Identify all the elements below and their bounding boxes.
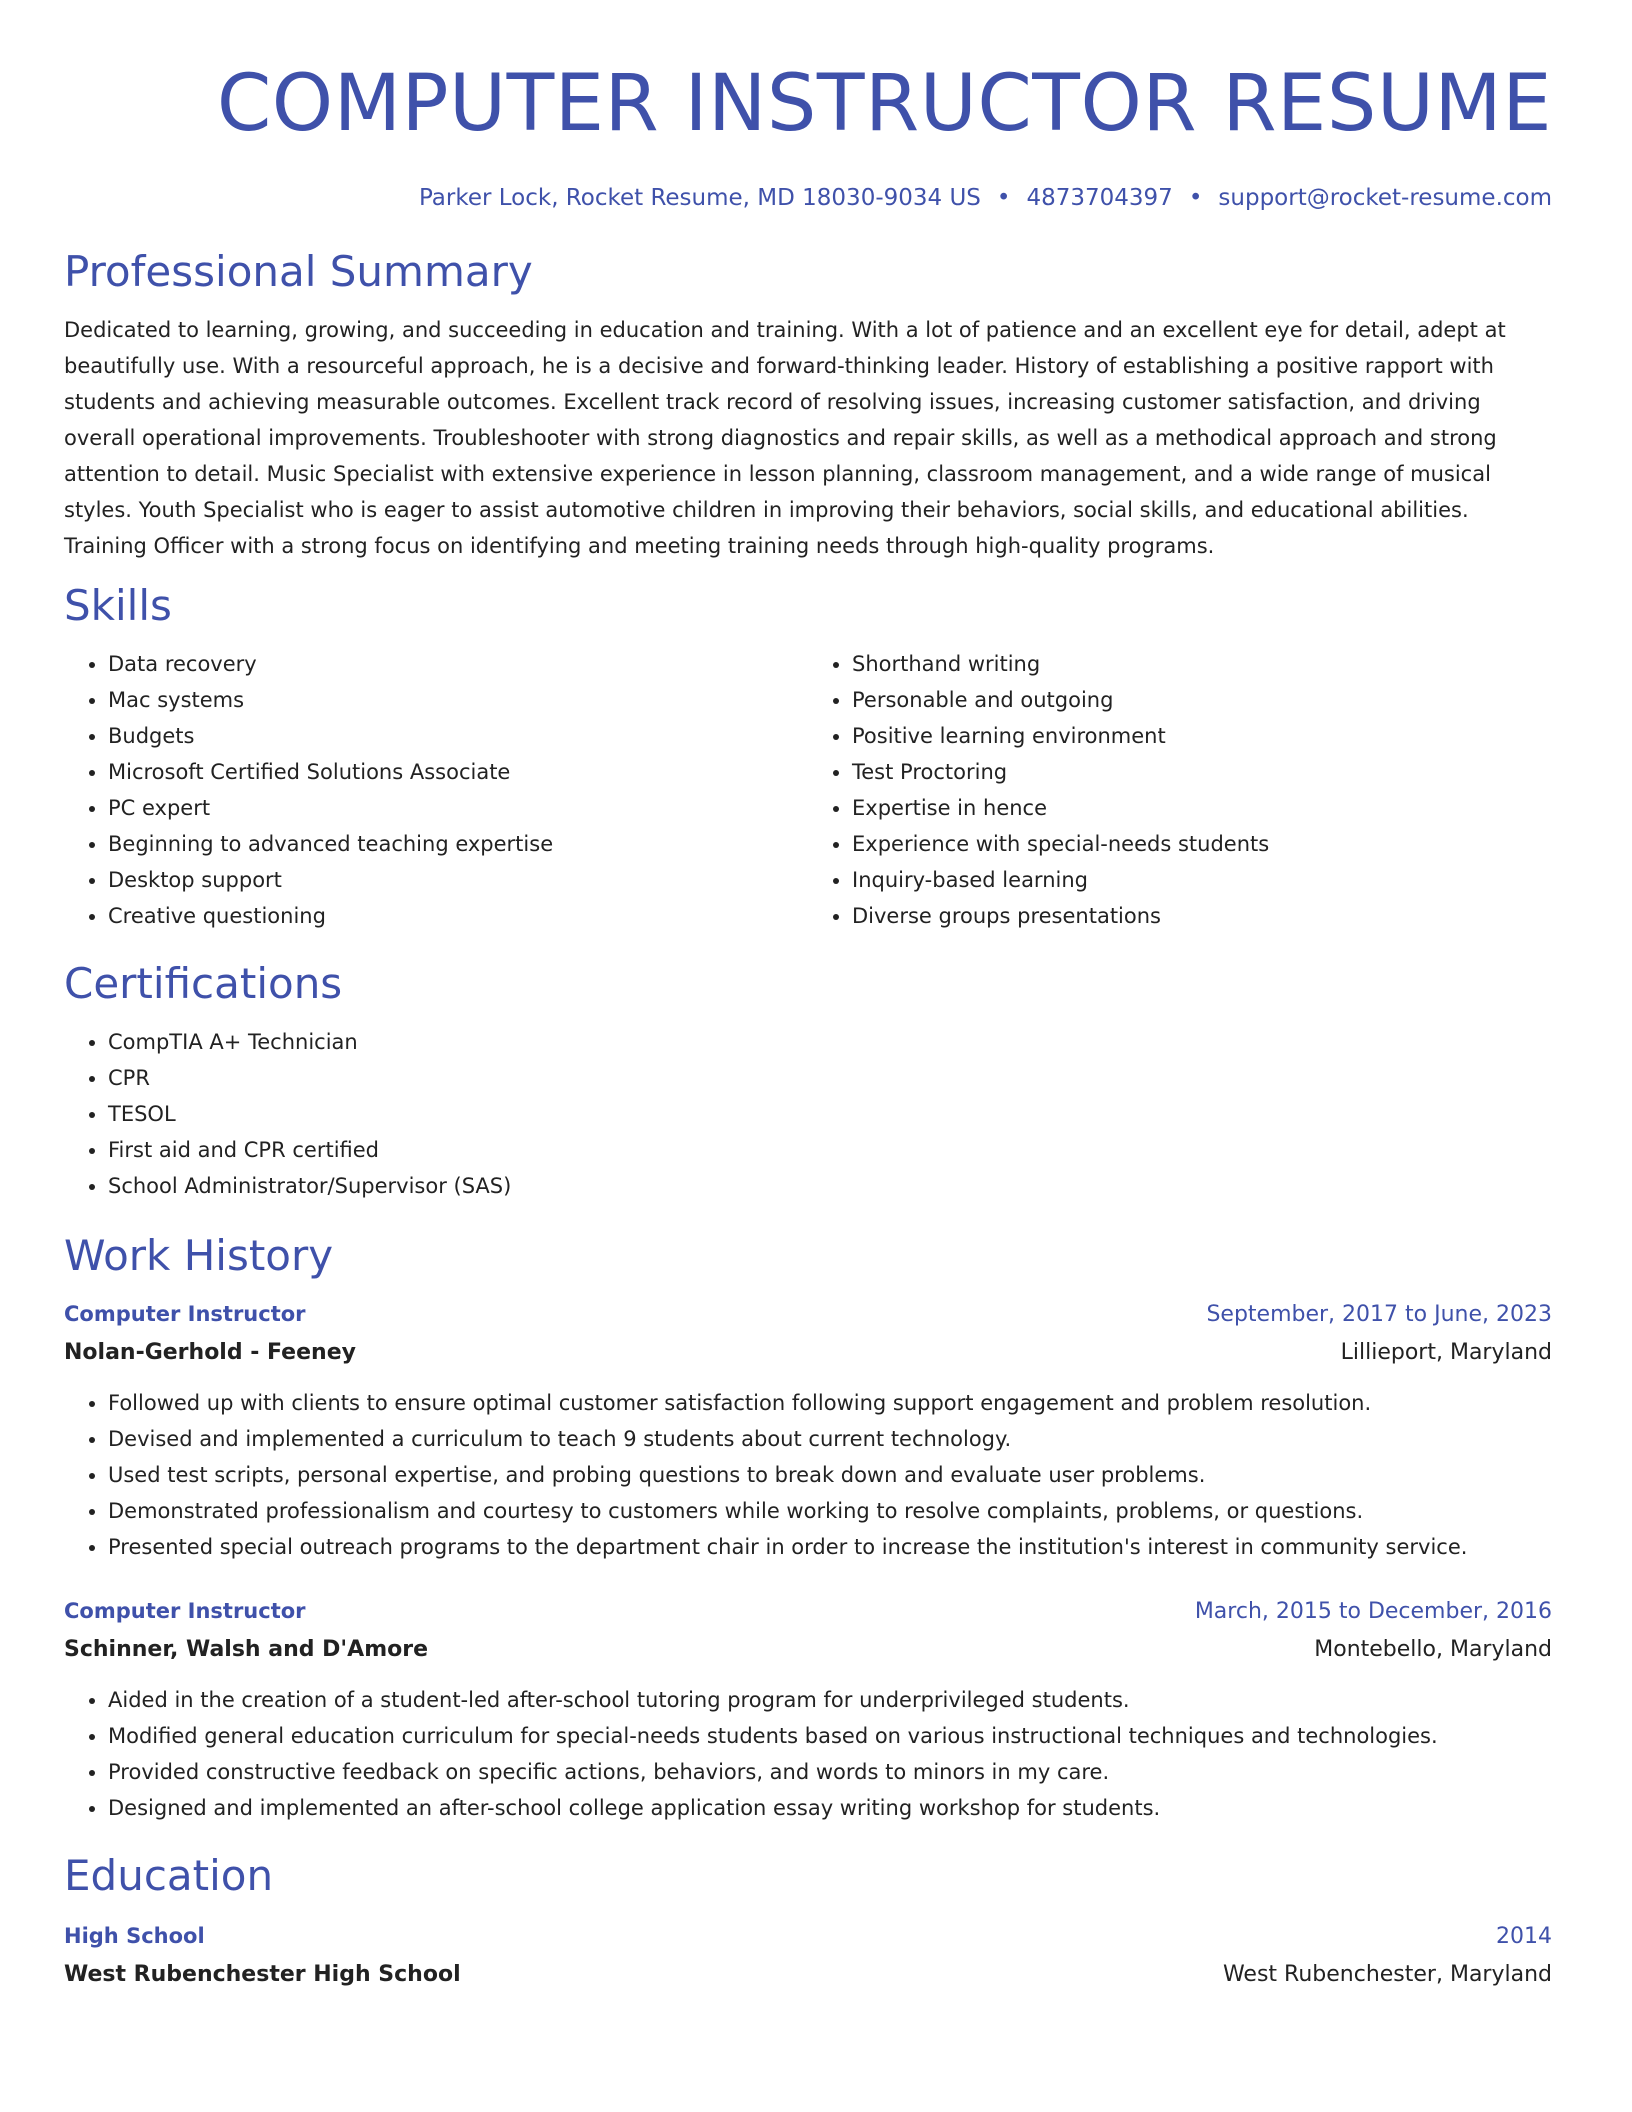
education-location: West Rubenchester, Maryland: [1222, 1962, 1552, 1987]
job-duty: • Devised and implemented a curriculum to teach 9 students about current technology.: [108, 1421, 1552, 1457]
job-duty: • Demonstrated professionalism and courtesy to customers while working to resolve complaints, problems, or questions.: [108, 1493, 1552, 1529]
contact-line: [64, 180, 1552, 216]
skill-item: • Creative questioning: [108, 898, 808, 934]
skill-item: • Inquiry-based learning: [852, 862, 1552, 898]
skills-column-right: [808, 646, 1552, 934]
certification-item: • CompTIA A+ Technician: [108, 1024, 1552, 1060]
skill-item: • Positive learning environment: [852, 718, 1552, 754]
job-duties: [64, 1682, 1552, 1826]
skills-heading: Skills: [64, 581, 172, 630]
job-entry: [64, 1296, 1552, 1565]
contact-address: Parker Lock, Rocket Resume, MD 18030-9034 US: [418, 185, 981, 211]
skill-item: • PC expert: [108, 790, 808, 826]
job-duty: • Used test scripts, personal expertise, and probing questions to break down and evaluate user problems.: [108, 1457, 1552, 1493]
job-duty: • Followed up with clients to ensure optimal customer satisfaction following support engagement and problem resolution.: [108, 1385, 1552, 1421]
certification-item: • CPR: [108, 1060, 1552, 1096]
resume-title: COMPUTER INSTRUCTOR RESUME: [216, 59, 1552, 149]
summary-text: Dedicated to learning, growing, and succeeding in education and training. With a lot of patience and an excellent eye for detail, adept at beautifully use. With a resourceful approach, he is a decisive and forward-thinking leader. History of establishing a positive rapport with students and achieving measurable outcomes. Excellent track record of resolving issues, increasing customer satisfaction, and driving overall operational improvements. Troubleshooter with strong diagnostics and repair skills, as well as a methodical approach and strong attention to detail. Music Specialist with extensive experience in lesson planning, classroom management, and a wide range of musical styles. Youth Specialist who is eager to assist automotive children in improving their behaviors, social skills, and educational abilities. Training Officer with a strong focus on identifying and meeting training needs through high-quality programs.: [64, 318, 1506, 558]
education-heading: Education: [64, 1851, 274, 1900]
skill-item: • Expertise in hence: [852, 790, 1552, 826]
certification-item: • School Administrator/Supervisor (SAS): [108, 1168, 1552, 1204]
job-entry: [64, 1593, 1552, 1826]
skill-item: • Budgets: [108, 718, 808, 754]
education-degree: High School: [64, 1924, 205, 1948]
work-history-heading: Work History: [64, 1231, 334, 1280]
skill-item: • Data recovery: [108, 646, 808, 682]
contact-phone: 4873704397: [1026, 185, 1173, 211]
job-dates: September, 2017 to June, 2023: [1206, 1302, 1552, 1327]
job-location: Montebello, Maryland: [1314, 1637, 1552, 1662]
job-duties: [64, 1385, 1552, 1565]
skill-item: • Mac systems: [108, 682, 808, 718]
education-school: West Rubenchester High School: [64, 1962, 461, 1987]
job-dates: March, 2015 to December, 2016: [1194, 1599, 1552, 1624]
job-duty: • Provided constructive feedback on specific actions, behaviors, and words to minors in my care.: [108, 1754, 1552, 1790]
skill-item: • Microsoft Certified Solutions Associate: [108, 754, 808, 790]
job-location: Lillieport, Maryland: [1340, 1340, 1552, 1365]
skill-item: • Personable and outgoing: [852, 682, 1552, 718]
certification-item: • TESOL: [108, 1096, 1552, 1132]
job-duty: • Aided in the creation of a student-led after-school tutoring program for underprivileged students.: [108, 1682, 1552, 1718]
job-duty: • Presented special outreach programs to the department chair in order to increase the institution's interest in community service.: [108, 1529, 1552, 1565]
skills-column-left: [64, 646, 808, 934]
skill-item: • Experience with special-needs students: [852, 826, 1552, 862]
education-entry: [64, 1918, 1552, 1995]
contact-separator: •: [1188, 185, 1203, 211]
education-year: 2014: [1496, 1924, 1552, 1949]
job-role: Computer Instructor: [64, 1302, 306, 1326]
skill-item: • Desktop support: [108, 862, 808, 898]
skill-item: • Diverse groups presentations: [852, 898, 1552, 934]
skills-list: [64, 646, 1552, 934]
skill-item: • Beginning to advanced teaching expertise: [108, 826, 808, 862]
job-company: Schinner, Walsh and D'Amore: [64, 1637, 428, 1662]
summary-heading: Professional Summary: [64, 247, 533, 296]
job-role: Computer Instructor: [64, 1599, 306, 1623]
job-duty: • Modified general education curriculum for special-needs students based on various instructional techniques and technologies.: [108, 1718, 1552, 1754]
certifications-heading: Certifications: [64, 959, 343, 1008]
skill-item: • Test Proctoring: [852, 754, 1552, 790]
certification-item: • First aid and CPR certified: [108, 1132, 1552, 1168]
job-duty: • Designed and implemented an after-school college application essay writing workshop for students.: [108, 1790, 1552, 1826]
contact-email: support@rocket-resume.com: [1218, 185, 1552, 211]
skill-item: • Shorthand writing: [852, 646, 1552, 682]
certifications-list: [64, 1024, 1552, 1204]
job-company: Nolan-Gerhold - Feeney: [64, 1340, 356, 1365]
contact-separator: •: [996, 185, 1011, 211]
